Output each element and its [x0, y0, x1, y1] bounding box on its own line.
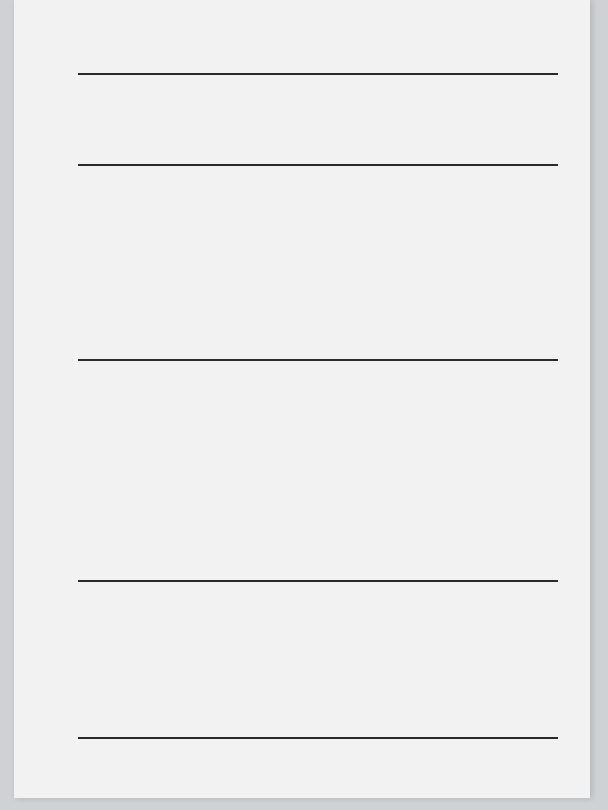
section-body-continued: [78, 73, 558, 75]
section-tyres: [78, 164, 558, 166]
section-engine-bay: [78, 580, 558, 582]
document-page: [14, 0, 590, 798]
section-underbody: [78, 359, 558, 361]
section-final-work: [78, 737, 558, 739]
